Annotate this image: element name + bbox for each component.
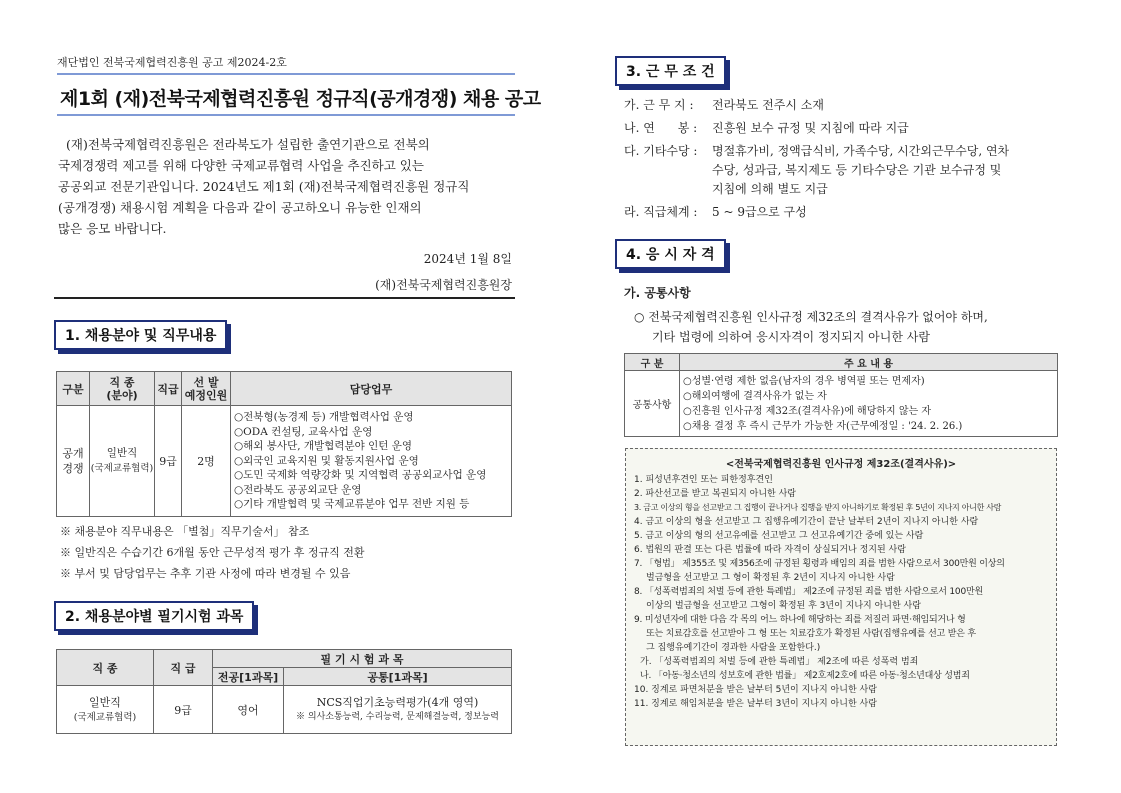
cell-grade: 9급	[155, 406, 182, 517]
duty-item: ○기타 개발협력 및 국제교류분야 업무 전반 지원 등	[234, 498, 470, 510]
intro-paragraph	[58, 134, 514, 239]
notice-number: 재단법인 전북국제협력진흥원 공고 제2024-2호	[57, 56, 287, 69]
cell-division: 공개 경쟁	[57, 406, 90, 517]
header-category: 구 분	[625, 354, 680, 371]
cell-grade: 9급	[154, 686, 213, 734]
header-written: 필 기 시 험 과 목	[213, 650, 512, 668]
section2-title: 2. 채용분야별 필기시험 과목	[54, 601, 254, 631]
common-requirements-heading: 가. 공통사항	[624, 286, 691, 300]
note-line: ※ 채용분야 직무내용은 「별첨」직무기술서」 참조	[60, 525, 310, 538]
written-test-table	[56, 649, 512, 734]
intro-line: (재)전북국제협력진흥원은 전라북도가 설립한 출연기관으로 전북의	[66, 137, 430, 152]
intro-line: 국제경쟁력 제고를 위해 다양한 국제교류협력 사업을 추진하고 있는	[58, 158, 424, 173]
title-divider	[57, 114, 515, 116]
disqualification-item: 5. 금고 이상의 형의 선고유예를 선고받고 그 선고유예기간 중에 있는 사람	[634, 531, 924, 541]
qualification-table	[624, 353, 1058, 437]
disqualification-title: <전북국제협력진흥원 인사규정 제32조(결격사유)>	[725, 459, 957, 470]
disqualification-item: 7. 「형법」 제355조 및 제356조에 규정된 횡령과 배임의 죄를 범한 사람으로서 300만원 이상의	[634, 559, 1005, 569]
signature-divider	[54, 297, 515, 299]
cell-job: 일반직 (국제교류협력)	[57, 686, 154, 734]
notice-date: 2024년 1월 8일	[423, 252, 512, 266]
disqualification-item: 또는 치료감호를 선고받아 그 형 또는 치료감호가 확정된 사람(집행유예를 선고 받은 후	[646, 629, 976, 639]
section4-title: 4. 응 시 자 격	[615, 239, 726, 269]
disqualification-item: 3. 금고 이상의 형을 선고받고 그 집행이 끝나거나 집행을 받지 아니하기로 확정된 후 5년이 지나지 아니한 사람	[634, 503, 1002, 512]
disqualification-item: 6. 법원의 판결 또는 다른 법률에 따라 자격이 상실되거나 정지된 사람	[634, 545, 906, 555]
condition-row: 가. 근 무 지 : 전라북도 전주시 소재	[624, 98, 824, 112]
qualification-item: ○진흥원 인사규정 제32조(결격사유)에 해당하지 않는 자	[683, 405, 932, 417]
cell-major: 영어	[213, 686, 284, 734]
work-conditions	[624, 96, 1064, 222]
note-line: ※ 일반직은 수습기간 6개월 동안 근무성적 평가 후 정규직 전환	[60, 546, 365, 559]
note-line: ※ 부서 및 담당업무는 추후 기관 사정에 따라 변경될 수 있음	[60, 567, 351, 580]
common-requirements-text: ○ 전북국제협력진흥원 인사규정 제32조의 결격사유가 없어야 하며, 기타 법령에 의하여 응시자격이 정지되지 아니한 사람	[634, 310, 988, 344]
cell-category: 공통사항	[625, 371, 680, 437]
duty-item: ○외국인 교육지원 및 활동지원사업 운영	[234, 454, 419, 467]
qualification-item: ○해외여행에 결격사유가 없는 자	[683, 390, 827, 402]
disqualification-item: 2. 파산선고를 받고 복권되지 아니한 사람	[634, 489, 796, 499]
duty-item: ○해외 봉사단, 개발협력분야 인턴 운영	[234, 440, 412, 452]
header-duties: 담당업무	[231, 372, 512, 406]
section1-title: 1. 채용분야 및 직무내용	[54, 320, 227, 350]
condition-row: 라. 직급체계 : 5 ~ 9급으로 구성	[624, 205, 807, 219]
cell-job: 일반직 (국제교류협력)	[90, 406, 155, 517]
cell-duties	[231, 406, 512, 517]
disqualification-box	[625, 448, 1057, 746]
jobs-table	[56, 371, 512, 517]
qualification-item: ○채용 결정 후 즉시 근무가 가능한 자(근무예정일 : '24. 2. 26.)	[683, 420, 963, 432]
header-common: 공통[1과목]	[284, 668, 512, 686]
intro-line: (공개경쟁) 채용시험 계획을 다음과 같이 공고하오니 유능한 인재의	[58, 200, 422, 215]
header-major: 전공[1과목]	[213, 668, 284, 686]
duty-item: ○전북형(농경제 등) 개발협력사업 운영	[234, 411, 414, 423]
disqualification-item: 1. 피성년후견인 또는 피한정후견인	[634, 475, 773, 485]
header-content: 주 요 내 용	[680, 354, 1058, 371]
disqualification-item: 10. 징계로 파면처분을 받은 날부터 5년이 지나지 아니한 사람	[634, 685, 877, 695]
condition-row: 다. 기타수당 : 명절휴가비, 정액급식비, 가족수당, 시간외근무수당, 연차 수당, 성과급, 복지제도 등 기타수당은 기관 보수규정 및 지침에 의해 별도 지급	[624, 144, 1010, 196]
disqualification-item: 나. 「아동·청소년의 성보호에 관한 법률」 제2호제2호에 따른 아동·청소년대상 성범죄	[640, 671, 970, 681]
duty-item: ○도민 국제화 역량강화 및 지역협력 공공외교사업 운영	[234, 469, 487, 481]
header-division: 구분	[57, 372, 90, 406]
qualification-item: ○성별·연령 제한 없음(남자의 경우 병역필 또는 면제자)	[683, 375, 925, 387]
header-grade: 직급	[155, 372, 182, 406]
header-job: 직 종 (분야)	[90, 372, 155, 406]
disqualification-item: 벌금형을 선고받고 그 형이 확정된 후 2년이 지나지 아니한 사람	[646, 573, 895, 583]
cell-common: NCS직업기초능력평가(4개 영역) ※ 의사소통능력, 수리능력, 문제해결능력, 정보능력	[284, 686, 512, 734]
duty-item: ○ODA 컨설팅, 교육사업 운영	[234, 425, 373, 438]
disqualification-item: 11. 징계로 해임처분을 받은 날부터 3년이 지나지 아니한 사람	[634, 699, 877, 709]
disqualification-item: 가. 「성폭력범죄의 처벌 등에 관한 특례법」 제2조에 따른 성폭력 범죄	[640, 657, 919, 667]
disqualification-item: 9. 미성년자에 대한 다음 각 목의 어느 하나에 해당하는 죄를 저질러 파면·해임되거나 형	[634, 615, 966, 625]
header-divider	[57, 73, 515, 75]
intro-line: 공공외교 전문기관입니다. 2024년도 제1회 (재)전북국제협력진흥원 정규직	[58, 179, 470, 194]
disqualification-item: 그 집행유예기간이 경과한 사람을 포함한다.)	[646, 643, 821, 653]
signer: (재)전북국제협력진흥원장	[375, 278, 512, 292]
condition-row: 나. 연 봉 : 진흥원 보수 규정 및 지침에 따라 지급	[624, 121, 909, 135]
disqualification-item: 이상의 벌금형을 선고받고 그형이 확정된 후 3년이 지나지 아니한 사람	[646, 601, 921, 611]
intro-line: 많은 응모 바랍니다.	[58, 221, 167, 236]
header-grade: 직 급	[154, 650, 213, 686]
header-job: 직 종	[57, 650, 154, 686]
disqualification-item: 8. 「성폭력범죄의 처벌 등에 관한 특례법」 제2조에 규정된 죄를 범한 사람으로서 100만원	[634, 587, 983, 597]
section3-title: 3. 근 무 조 건	[615, 56, 726, 86]
cell-count: 2명	[182, 406, 231, 517]
duty-item: ○전라북도 공공외교단 운영	[234, 483, 362, 496]
cell-content	[680, 371, 1058, 437]
page-title: 제1회 (재)전북국제협력진흥원 정규직(공개경쟁) 채용 공고	[60, 88, 541, 110]
header-count: 선 발 예정인원	[182, 372, 231, 406]
disqualification-item: 4. 금고 이상의 형을 선고받고 그 집행유예기간이 끝난 날부터 2년이 지나지 아니한 사람	[634, 517, 979, 527]
